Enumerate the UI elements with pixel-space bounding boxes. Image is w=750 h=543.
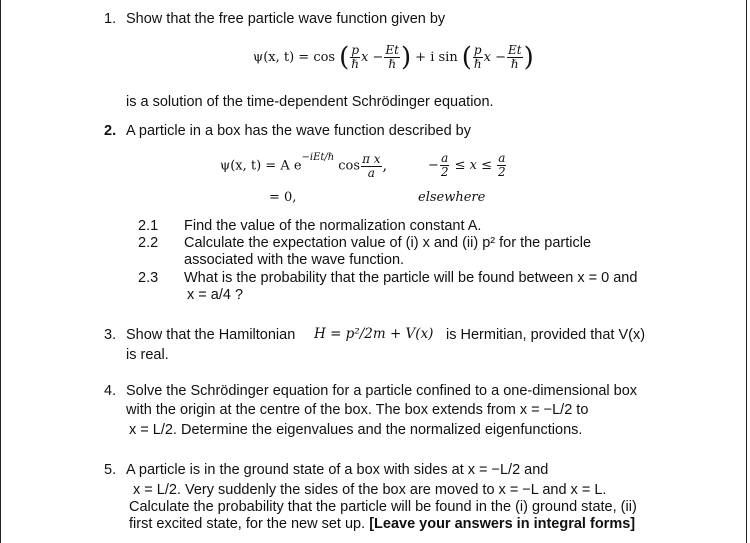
q1-tail: is a solution of the time-dependent Schrödinger equation. [126,94,494,110]
q2-range-frac-right [497,152,507,179]
q1-frac-hbar-b: ℏ [473,57,482,71]
q2-frac-a: a [367,165,375,180]
q4-line-2: with the origin at the centre of the box. The box extends from x = −L/2 to [126,402,589,418]
q2-sub-2-num: 2.2 [138,235,159,251]
q2-number: 2. [104,123,117,139]
q2-sub-1-text: Find the value of the normalization constant A. [184,218,482,234]
q1-frac-et: Et [385,43,399,57]
q2-sub-3-num: 2.3 [138,270,159,286]
q1-eq-x: x − [361,50,384,65]
q1-frac-et-hbar [384,44,400,71]
q5-line-3: Calculate the probability that the particle will be found in the (i) ground state, (ii) [129,499,637,515]
q3-text-a: Show that the Hamiltonian [126,327,296,343]
q1-eq-lhs: ψ(x, t) = cos [253,50,336,65]
q2-sub-2-text: Calculate the expectation value of (i) x and (ii) p² for the particle [184,235,592,251]
q3-number: 3. [104,327,117,343]
q4-line-1: Solve the Schrödinger equation for a particle confined to a one-dimensional box [126,383,638,399]
q4-number: 4. [104,383,117,399]
q1-frac-hbar-2: ℏ [388,57,397,71]
q5-number: 5. [104,462,117,478]
q1-equation [253,44,534,71]
q2-elsewhere: elsewhere [418,190,486,205]
q2-sub-3-text: What is the probability that the particle will be found between x = 0 and [184,270,638,286]
q2-eq-zero: = 0, [269,190,297,205]
q2-range-2-left: 2 [440,165,449,179]
q1-frac-hbar-b2: ℏ [510,57,519,71]
q1-text: Show that the free particle wave function given by [126,11,446,27]
q2-frac-pix: π x [362,151,381,166]
q1-paren-close-2: ) [523,42,534,73]
q5-line-4 [129,516,635,532]
q3-text-c: is real. [126,347,169,363]
q5-line-1: A particle is in the ground state of a box with sides at x = −L/2 and [126,462,549,478]
q1-paren-open-2: ( [461,42,472,73]
q2-eq-lhs: ψ(x, t) = A e [220,158,302,174]
q1-frac-p-b: p [473,43,482,57]
q2-frac-pix-a [361,153,381,180]
q2-text: A particle in a box has the wave function described by [126,123,471,139]
q2-sub-1-num: 2.1 [138,218,159,234]
q2-eq-exp: −iEt/ℏ [301,152,335,163]
q5-line-4-text: first excited state, for the new set up. [129,516,366,532]
q5-bold-tail: [Leave your answers in integral forms] [369,516,636,532]
q2-range-frac-left [440,152,450,179]
q1-frac-et-b: Et [507,43,522,57]
q2-range-mid: ≤ x ≤ [454,158,492,173]
q2-range-a-right: a [498,151,506,165]
q1-number: 1. [104,11,117,27]
q5-line-2: x = L/2. Very suddenly the sides of the box are moved to x = −L and x = L. [133,482,607,498]
q2-range-a-left: a [441,151,449,165]
q1-frac-p-hbar [350,44,360,71]
q1-frac-p-hbar-b [473,44,483,71]
q2-equation [220,152,387,180]
q1-paren-open-1: ( [339,42,350,73]
q2-sub-2-text2: associated with the wave function. [184,252,405,268]
q2-range-2-right: 2 [498,165,506,179]
q4-line-3: x = L/2. Determine the eigenvalues and the normalized eigenfunctions. [129,422,583,438]
q2-range [428,152,508,179]
q2-eq-cos: cos [338,158,361,174]
q1-frac-et-hbar-b [507,44,523,71]
q2-eq-comma: , [382,158,388,175]
q1-eq-plus: + i sin [415,50,458,65]
q2-sub-3-text2: x = a/4 ? [187,287,244,303]
q1-frac-p: p [351,43,359,57]
q2-range-minus: − [428,158,439,173]
q3-equation: H = p²/2m + V(x) [314,326,434,342]
q1-eq-x-b: x − [483,50,506,65]
q1-frac-hbar: ℏ [351,57,360,71]
q3-text-b: is Hermitian, provided that V(x) [446,327,646,343]
q1-paren-close-1: ) [400,42,412,73]
